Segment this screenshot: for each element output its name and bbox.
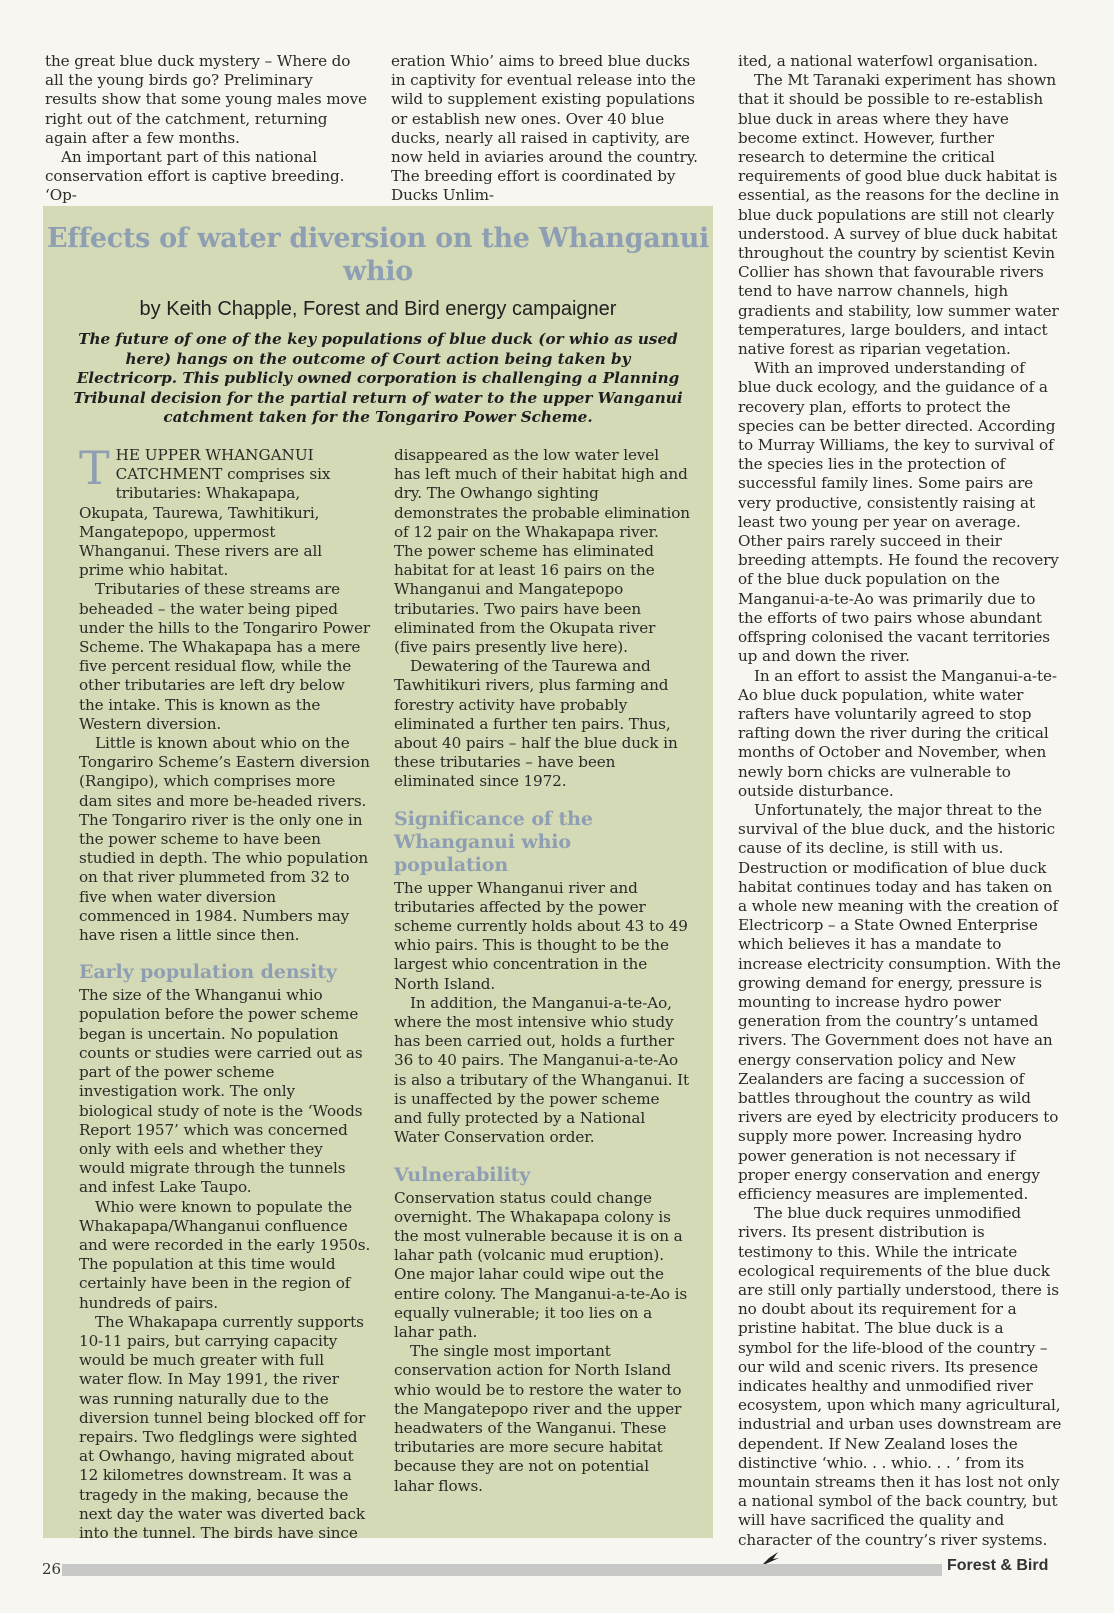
subheading: Significance of the Whanganui whio population xyxy=(394,807,593,876)
column-top-left xyxy=(45,52,367,206)
paragraph: Whio were known to populate the Whakapapa/Whanganui confluence and were recorded in the early 1950s. The population at this time would certainly have been in the region of hundreds of pairs. xyxy=(79,1197,371,1312)
lead-text: comprises six tributaries: Whakapapa, Okupata, Taurewa, Tawhitikuri, Mangatepopo, uppermost Whanganui. These rivers are all prime whio habitat. xyxy=(79,465,331,580)
subheading: Vulnerability xyxy=(394,1163,531,1186)
paragraph: Dewatering of the Taurewa and Tawhitikuri rivers, plus farming and forestry activity have probably eliminated a further ten pairs. Thus, about 40 pairs – half the blue duck in these tributaries – have been eliminated since 1972. xyxy=(394,657,678,791)
page-number: 26 xyxy=(42,1560,62,1578)
paragraph: The upper Whanganui river and tributaries affected by the power scheme currently holds about 43 to 49 whio pairs. This is thought to be the largest whio concentration in the North Island. xyxy=(394,878,688,993)
lead-caps: HE UPPER WHANGANUI CATCHMENT xyxy=(115,446,314,484)
article-title: Effects of water diversion on the Whanganui whio xyxy=(46,223,710,287)
column-top-middle xyxy=(391,52,709,206)
paragraph: Little is known about whio on the Tongariro Scheme’s Eastern diversion (Rangipo), which comprises more dam sites and more be-headed rivers. The Tongariro river is the only one in the power scheme to have been studied in depth. The whio population on that river plummeted from 32 to five when water diversion commenced in 1984. Numbers may have risen a little since then. xyxy=(79,734,370,945)
paragraph: The Whakapapa currently supports 10-11 pairs, but carrying capacity would be much greater with full water flow. In May 1991, the river was running naturally due to the diversion tunnel being blocked off for repairs. Two fledglings were sighted at Owhango, having migrated about 12 kilometres downstream. It was a tragedy in the making, because the next day the water was diverted back into the tunnel. The birds have since xyxy=(79,1312,366,1542)
drop-cap: T xyxy=(79,441,110,495)
paragraph: An important part of this national conservation effort is captive breeding. ‘Op- xyxy=(45,148,345,205)
subheading: Early population density xyxy=(79,961,337,984)
footer-rule xyxy=(62,1564,942,1576)
paragraph: eration Whio’ aims to breed blue ducks in captivity for eventual release into the wild to supplement existing populations or establish new ones. Over 40 blue ducks, nearly all raised in captivity, are now held in aviaries around the country. The breeding effort is coordinated by Ducks Unlim- xyxy=(391,52,698,205)
paragraph xyxy=(738,1204,1062,1572)
paragraph: disappeared as the low water level has left much of their habitat high and dry. The Owhango sighting demonstrates the probable elimination of 12 pair on the Whakapapa river. The power scheme has eliminated habitat for at least 16 pairs on the Whanganui and Mangatepopo tributaries. Two pairs have been eliminated from the Okupata river (five pairs presently live here). xyxy=(394,446,690,657)
article-standfirst: The future of one of the key populations of blue duck (or whio as used here) hangs on the outcome of Court action being taken by Electricorp. This publicly owned corporation is challenging a Planning Tribunal decision for the partial return of water to the upper Wanganui catchment taken for the Tongariro Power Scheme. xyxy=(73,330,683,427)
paragraph: The single most important conservation action for North Island whio would be to restore the water to the Mangatepopo river and the upper headwaters of the Wanganui. These tributaries are more secure habitat because they are not on potential lahar flows. xyxy=(394,1342,682,1495)
paragraph: The Mt Taranaki experiment has shown that it should be possible to re-establish blue duck in areas where they have become extinct. However, further research to determine the critical requirements of good blue duck habitat is essential, as the reasons for the decline in blue duck populations are still not clearly understood. A survey of blue duck habitat throughout the country by scientist Kevin Collier has shown that favourable rivers tend to have narrow channels, high gradients and stability, low summer water temperatures, large boulders, and intact native forest as riparian vegetation. xyxy=(738,71,1060,359)
paragraph: the great blue duck mystery – Where do all the young birds go? Preliminary results show that some young males move right out of the catchment, returning again after a few months. xyxy=(45,52,367,147)
paragraph: In an effort to assist the Manganui-a-te-Ao blue duck population, white water rafters have voluntarily agreed to stop rafting down the river during the critical months of October and November, when newly born chicks are vulnerable to outside disturbance. xyxy=(738,666,1057,800)
paragraph: Tributaries of these streams are beheaded – the water being piped under the hills to the Tongariro Power Scheme. The Whakapapa has a mere five percent residual flow, while the other tributaries are left dry below the intake. This is known as the Western diversion. xyxy=(79,580,371,733)
magazine-name: Forest & Bird xyxy=(947,1557,1049,1574)
final-paragraph-text: The blue duck requires unmodified rivers. Its present distribution is testimony to this. While the intricate ecological requirements of the blue duck are still only partially understood, there is no doubt about its requirement for a pristine habitat. The blue duck is a symbol for the life-blood of the country – our wild and scenic rivers. Its presence indicates healthy and unmodified river ecosystem, upon which many agricultural, industrial and urban uses downstream are dependent. If New Zealand loses the distinctive ‘whio. . . whio. . . ’ from its mountain streams then it has lost not only a national symbol of the back country, but will have sacrificed the quality and character of the country’s river systems. xyxy=(738,1204,1062,1549)
box-column-left xyxy=(79,441,371,1543)
column-right xyxy=(738,52,1062,1572)
paragraph: With an improved understanding of blue duck ecology, and the guidance of a recovery plan, efforts to protect the species can be better directed. According to Murray Williams, the key to survival of the species lies in the protection of successful family lines. Some pairs are very productive, consistently raising at least two young per year on average. Other pairs rarely succeed in their breeding attempts. He found the recovery of the blue duck population on the Manganui-a-te-Ao was primarily due to the efforts of two pairs whose abundant offspring colonised the vacant territories up and down the river. xyxy=(738,359,1059,666)
paragraph: Unfortunately, the major threat to the survival of the blue duck, and the historic cause of its decline, is still with us. Destruction or modification of blue duck habitat continues today and has taken on a whole new meaning with the creation of Electricorp – a State Owned Enterprise which believes it has a mandate to increase electricity consumption. With the growing demand for energy, pressure is mounting to increase hydro power generation from the country’s untamed rivers. The Government does not have an energy conservation policy and New Zealanders are facing a succession of battles throughout the country as wild rivers are eyed by electricity producers to supply more power. Increasing hydro power generation is not necessary if proper energy conservation and energy efficiency measures are implemented. xyxy=(738,800,1061,1203)
paragraph: Conservation status could change overnight. The Whakapapa colony is the most vulnerable because it is on a lahar path (volcanic mud eruption). One major lahar could wipe out the entire colony. The Manganui-a-te-Ao is equally vulnerable; it too lies on a lahar path. xyxy=(394,1188,688,1341)
box-column-right xyxy=(394,446,690,1496)
paragraph: ited, a national waterfowl organisation. xyxy=(738,52,1038,70)
sidebar-article-box xyxy=(43,206,713,1542)
lead-paragraph xyxy=(79,441,371,580)
article-byline: by Keith Chapple, Forest and Bird energy campaigner xyxy=(139,298,617,320)
paragraph: In addition, the Manganui-a-te-Ao, where the most intensive whio study has been carried out, holds a further 36 to 40 pairs. The Manganui-a-te-Ao is also a tributary of the Whanganui. It is unaffected by the power scheme and fully protected by a National Water Conservation order. xyxy=(394,993,690,1147)
paragraph: The size of the Whanganui whio population before the power scheme began is uncertain. No population counts or studies were carried out as part of the power scheme investigation work. The only biological study of note is the ‘Woods Report 1957’ which was concerned only with eels and whether they would migrate through the tunnels and infest Lake Taupo. xyxy=(79,986,363,1197)
